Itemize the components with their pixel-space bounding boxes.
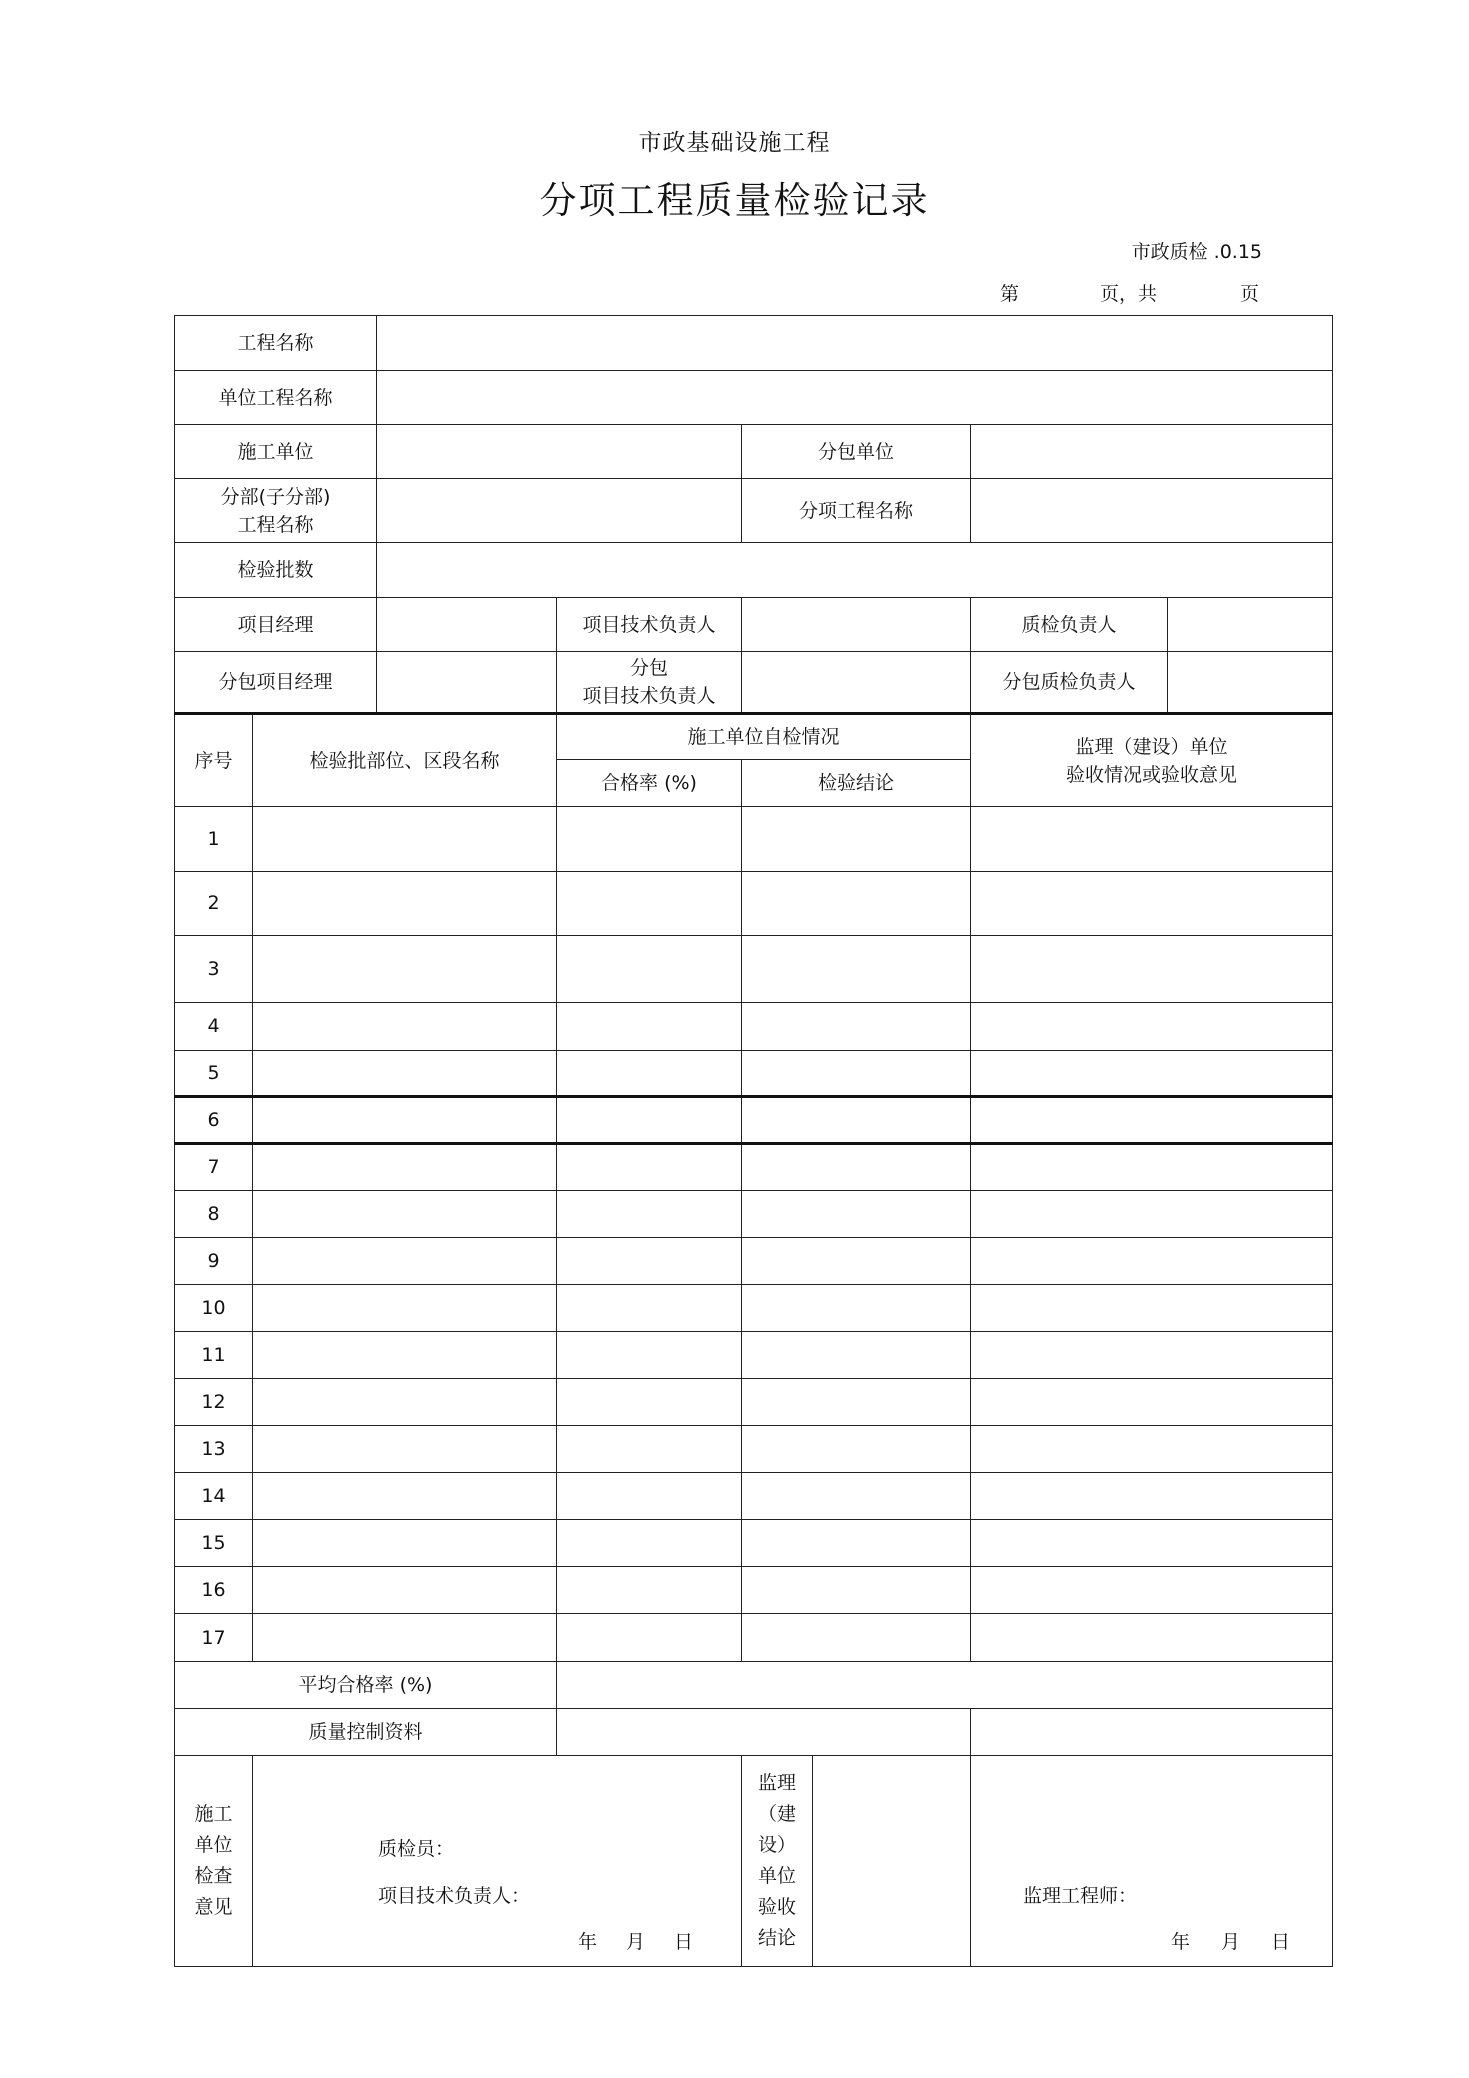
qc-materials-label: 质量控制资料 xyxy=(175,1708,557,1755)
row-supervision-field[interactable] xyxy=(971,1614,1333,1661)
row-pass-rate-field[interactable] xyxy=(557,1567,742,1614)
batch-count-label: 检验批数 xyxy=(175,543,377,598)
row-seq: 10 xyxy=(175,1285,253,1332)
row-seq: 15 xyxy=(175,1520,253,1567)
supervision-conclusion-line: 结论 xyxy=(758,1926,797,1949)
row-supervision-field[interactable] xyxy=(971,871,1333,935)
row-supervision-field[interactable] xyxy=(971,935,1333,1002)
col-supervision-line1: 监理（建设）单位 xyxy=(1075,735,1228,758)
row-conclusion-field[interactable] xyxy=(742,1191,971,1238)
row-conclusion-field[interactable] xyxy=(742,1379,971,1426)
construction-day: 日 xyxy=(674,1930,694,1953)
construction-unit-label: 施工单位 xyxy=(175,425,377,479)
row-conclusion-field[interactable] xyxy=(742,1285,971,1332)
form-code: 市政质检 .0.15 xyxy=(1131,241,1262,263)
supervision-day: 日 xyxy=(1271,1930,1291,1953)
row-supervision-field[interactable] xyxy=(971,1143,1333,1190)
construction-signature-area[interactable] xyxy=(253,1755,742,1966)
table-row xyxy=(175,1614,1333,1661)
row-batch-field[interactable] xyxy=(253,871,557,935)
row-seq: 4 xyxy=(175,1002,253,1050)
row-batch-field[interactable] xyxy=(253,806,557,871)
unit-project-label: 单位工程名称 xyxy=(175,371,377,425)
document-subtitle: 市政基础设施工程 xyxy=(638,130,831,156)
table-row xyxy=(175,1473,1333,1520)
row-pass-rate-field[interactable] xyxy=(557,1143,742,1190)
tech-lead-label: 项目技术负责人 xyxy=(557,598,742,652)
row-pass-rate-field[interactable] xyxy=(557,1285,742,1332)
table-row xyxy=(175,871,1333,935)
row-conclusion-field[interactable] xyxy=(742,1426,971,1473)
avg-pass-rate-label: 平均合格率 (%) xyxy=(175,1661,557,1708)
sub-tech-lead-label xyxy=(557,652,742,714)
row-batch-field[interactable] xyxy=(253,1285,557,1332)
row-seq: 3 xyxy=(175,935,253,1002)
row-pass-rate-field[interactable] xyxy=(557,806,742,871)
subitem-name-field[interactable] xyxy=(971,479,1333,543)
row-seq: 6 xyxy=(175,1096,253,1143)
col-self-check-header: 施工单位自检情况 xyxy=(557,714,971,760)
row-seq: 5 xyxy=(175,1050,253,1096)
supervision-month: 月 xyxy=(1221,1930,1241,1953)
row-batch-field[interactable] xyxy=(253,1191,557,1238)
row-batch-field[interactable] xyxy=(253,1096,557,1143)
row-batch-field[interactable] xyxy=(253,1332,557,1379)
table-row xyxy=(175,1191,1333,1238)
division-field[interactable] xyxy=(377,479,742,543)
division-label-line2: 工程名称 xyxy=(237,513,314,536)
tech-lead-sign-label: 项目技术负责人： xyxy=(378,1884,531,1907)
row-batch-field[interactable] xyxy=(253,1567,557,1614)
sub-pm-label: 分包项目经理 xyxy=(175,652,377,714)
sub-tech-lead-line2: 项目技术负责人 xyxy=(582,685,716,708)
qc-lead-field[interactable] xyxy=(1168,598,1333,652)
construction-unit-field[interactable] xyxy=(377,425,742,479)
row-batch-field[interactable] xyxy=(253,935,557,1002)
page-di: 第 xyxy=(1000,283,1020,305)
qc-lead-label: 质检负责人 xyxy=(971,598,1168,652)
col-conclusion-header: 检验结论 xyxy=(742,760,971,806)
table-row xyxy=(175,1238,1333,1285)
col-pass-rate-header: 合格率 (%) xyxy=(557,760,742,806)
col-batch-header: 检验批部位、区段名称 xyxy=(253,714,557,806)
col-seq-header: 序号 xyxy=(175,714,253,806)
row-conclusion-field[interactable] xyxy=(742,1520,971,1567)
row-supervision-field[interactable] xyxy=(971,1050,1333,1096)
engineer-label: 监理工程师： xyxy=(1023,1884,1138,1907)
row-pass-rate-field[interactable] xyxy=(557,1614,742,1661)
project-manager-label: 项目经理 xyxy=(175,598,377,652)
sub-qc-lead-label: 分包质检负责人 xyxy=(971,652,1168,714)
supervision-conclusion-line: 验收 xyxy=(758,1895,797,1918)
supervision-signature-area-left[interactable] xyxy=(813,1756,970,1966)
sub-tech-lead-line1: 分包 xyxy=(630,657,669,680)
row-pass-rate-field[interactable] xyxy=(557,1332,742,1379)
division-label-line1: 分部(子分部) xyxy=(220,485,331,508)
col-supervision-header xyxy=(971,714,1333,806)
row-pass-rate-field[interactable] xyxy=(557,935,742,1002)
row-seq: 8 xyxy=(175,1191,253,1238)
construction-opinion-label xyxy=(175,1755,253,1966)
row-pass-rate-field[interactable] xyxy=(557,1002,742,1050)
row-batch-field[interactable] xyxy=(253,1520,557,1567)
supervision-year: 年 xyxy=(1171,1930,1191,1953)
col-supervision-line2: 验收情况或验收意见 xyxy=(1066,763,1238,786)
row-seq: 17 xyxy=(175,1614,253,1661)
row-supervision-field[interactable] xyxy=(971,1426,1333,1473)
page-counter xyxy=(990,279,1280,305)
row-batch-field[interactable] xyxy=(253,1238,557,1285)
row-conclusion-field[interactable] xyxy=(742,1050,971,1096)
table-row xyxy=(175,1143,1333,1190)
tech-lead-field[interactable] xyxy=(742,598,971,652)
project-manager-field[interactable] xyxy=(377,598,557,652)
sub-qc-lead-field[interactable] xyxy=(1168,652,1333,714)
supervision-conclusion-line: 监理 xyxy=(758,1771,797,1794)
page-ye-gong: 页，共 xyxy=(1100,283,1158,305)
row-supervision-field[interactable] xyxy=(971,1379,1333,1426)
row-supervision-field[interactable] xyxy=(971,1520,1333,1567)
row-pass-rate-field[interactable] xyxy=(557,1520,742,1567)
subcontract-unit-field[interactable] xyxy=(971,425,1333,479)
row-seq: 11 xyxy=(175,1332,253,1379)
page-ye: 页 xyxy=(1240,283,1260,305)
row-supervision-field[interactable] xyxy=(971,1473,1333,1520)
subitem-name-label: 分项工程名称 xyxy=(742,479,971,543)
construction-opinion-line: 意见 xyxy=(194,1895,233,1918)
table-row xyxy=(175,1096,1333,1143)
row-seq: 12 xyxy=(175,1379,253,1426)
row-pass-rate-field[interactable] xyxy=(557,1379,742,1426)
row-supervision-field[interactable] xyxy=(971,1567,1333,1614)
row-batch-field[interactable] xyxy=(253,1143,557,1190)
project-name-label: 工程名称 xyxy=(175,316,377,371)
row-conclusion-field[interactable] xyxy=(742,1096,971,1143)
row-supervision-field[interactable] xyxy=(971,1332,1333,1379)
document-title: 分项工程质量检验记录 xyxy=(539,179,930,222)
row-pass-rate-field[interactable] xyxy=(557,1191,742,1238)
row-pass-rate-field[interactable] xyxy=(557,1426,742,1473)
row-conclusion-field[interactable] xyxy=(742,1567,971,1614)
table-row xyxy=(175,1332,1333,1379)
row-batch-field[interactable] xyxy=(253,1379,557,1426)
row-conclusion-field[interactable] xyxy=(742,1238,971,1285)
table-row xyxy=(175,806,1333,871)
row-pass-rate-field[interactable] xyxy=(557,1050,742,1096)
inspector-label: 质检员： xyxy=(378,1837,455,1860)
row-conclusion-field[interactable] xyxy=(742,1002,971,1050)
row-supervision-field[interactable] xyxy=(971,1285,1333,1332)
row-batch-field[interactable] xyxy=(253,1426,557,1473)
construction-opinion-line: 检查 xyxy=(194,1864,233,1887)
row-supervision-field[interactable] xyxy=(971,1096,1333,1143)
table-row xyxy=(175,1567,1333,1614)
row-batch-field[interactable] xyxy=(253,1050,557,1096)
row-seq: 13 xyxy=(175,1426,253,1473)
row-seq: 14 xyxy=(175,1473,253,1520)
table-row xyxy=(175,935,1333,1002)
table-row xyxy=(175,1050,1333,1096)
inspection-rows xyxy=(175,806,1333,1661)
construction-opinion-line: 施工 xyxy=(194,1802,233,1825)
project-name-field[interactable] xyxy=(377,316,1333,371)
qc-materials-field[interactable] xyxy=(557,1708,971,1755)
supervision-conclusion-line: 设） xyxy=(758,1833,797,1856)
table-row xyxy=(175,1379,1333,1426)
row-seq: 9 xyxy=(175,1238,253,1285)
supervision-conclusion-wrapper xyxy=(742,1755,971,1966)
table-row xyxy=(175,1285,1333,1332)
row-conclusion-field[interactable] xyxy=(742,935,971,1002)
construction-year: 年 xyxy=(578,1930,598,1953)
row-seq: 1 xyxy=(175,806,253,871)
row-batch-field[interactable] xyxy=(253,1473,557,1520)
row-batch-field[interactable] xyxy=(253,1002,557,1050)
row-conclusion-field[interactable] xyxy=(742,1614,971,1661)
row-seq: 7 xyxy=(175,1143,253,1190)
sub-tech-lead-field[interactable] xyxy=(742,652,971,714)
row-pass-rate-field[interactable] xyxy=(557,1473,742,1520)
supervision-conclusion-line: 单位 xyxy=(758,1864,797,1887)
avg-pass-rate-field[interactable] xyxy=(557,1661,1333,1708)
row-conclusion-field[interactable] xyxy=(742,806,971,871)
sub-pm-field[interactable] xyxy=(377,652,557,714)
unit-project-field[interactable] xyxy=(377,371,1333,425)
row-conclusion-field[interactable] xyxy=(742,1332,971,1379)
row-batch-field[interactable] xyxy=(253,1614,557,1661)
row-conclusion-field[interactable] xyxy=(742,1143,971,1190)
batch-count-field[interactable] xyxy=(377,543,1333,598)
subcontract-unit-label: 分包单位 xyxy=(742,425,971,479)
row-seq: 16 xyxy=(175,1567,253,1614)
row-pass-rate-field[interactable] xyxy=(557,871,742,935)
table-row xyxy=(175,1520,1333,1567)
row-pass-rate-field[interactable] xyxy=(557,1096,742,1143)
table-row xyxy=(175,1002,1333,1050)
supervision-signature-area[interactable] xyxy=(971,1755,1333,1966)
row-pass-rate-field[interactable] xyxy=(557,1238,742,1285)
construction-opinion-line: 单位 xyxy=(194,1833,233,1856)
row-conclusion-field[interactable] xyxy=(742,1473,971,1520)
row-supervision-field[interactable] xyxy=(971,806,1333,871)
inspection-record-table xyxy=(174,315,1333,1967)
row-supervision-field[interactable] xyxy=(971,1238,1333,1285)
construction-month: 月 xyxy=(626,1930,646,1953)
qc-materials-remark-field[interactable] xyxy=(971,1708,1333,1755)
row-supervision-field[interactable] xyxy=(971,1191,1333,1238)
table-row xyxy=(175,1426,1333,1473)
row-conclusion-field[interactable] xyxy=(742,871,971,935)
division-label xyxy=(175,479,377,543)
row-supervision-field[interactable] xyxy=(971,1002,1333,1050)
supervision-conclusion-line: （建 xyxy=(758,1802,797,1825)
supervision-conclusion-label xyxy=(742,1756,813,1966)
row-seq: 2 xyxy=(175,871,253,935)
